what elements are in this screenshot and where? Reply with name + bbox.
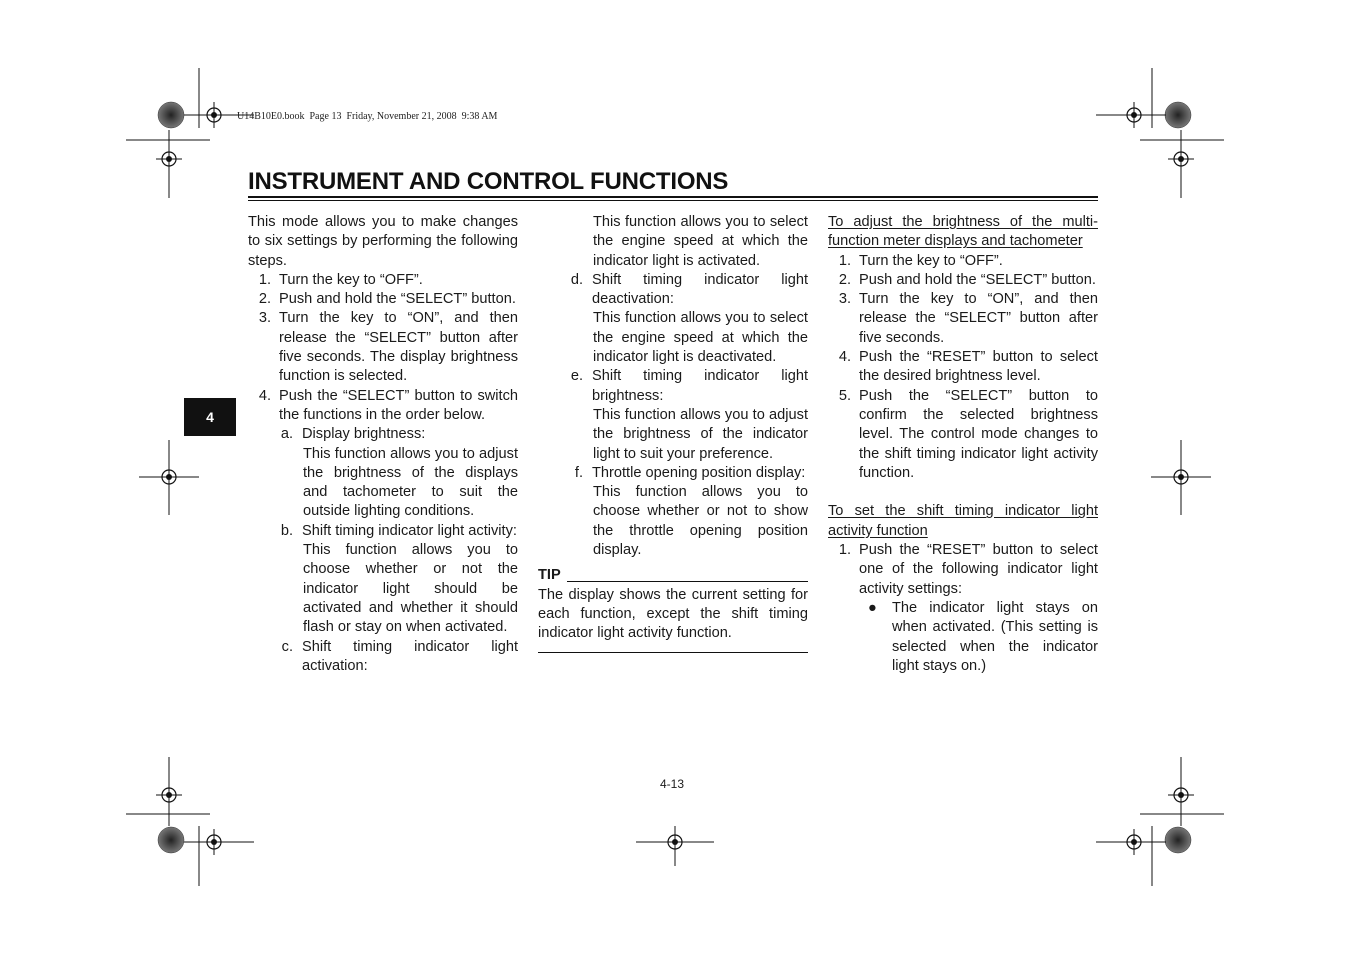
list-item: 2. Push and hold the “SELECT” button. (258, 291, 516, 308)
function-description: This function allows you to choose whether or not to show the throttle opening position display. (593, 484, 808, 559)
tip-rule (567, 581, 808, 582)
function-description: This function allows you to select the engine speed at which the indicator light is activated. (593, 214, 808, 269)
file-info: U14B10E0.book Page 13 Friday, November 21, 2008 9:38 AM (237, 111, 498, 122)
list-item: 3. Turn the key to “ON”, and then release the “SELECT” button after five seconds. The display brightness function is selected. (258, 310, 518, 385)
column-1 (248, 213, 518, 676)
function-description: This function allows you to choose whether or not the indicator light should be activated and whether it should flash or stay on when activated. (303, 542, 518, 636)
list-item: 4. Push the “RESET” button to select the desired brightness level. (838, 349, 1098, 385)
function-description: This function allows you to select the engine speed at which the indicator light is deactivated. (593, 310, 808, 366)
list-item: 1. Push the “RESET” button to select one of the following indicator light activity settings: (838, 542, 1098, 597)
sub-list-item: a. Display brightness: (280, 426, 426, 443)
star-target-top-left (158, 102, 184, 128)
star-target-bottom-right (1165, 827, 1191, 853)
list-item: 5. Push the “SELECT” button to confirm the selected brightness level. The control mode changes to the shift timing indicator light activity function. (838, 387, 1098, 481)
star-target-top-right (1165, 102, 1191, 128)
sub-list-item: d. Shift timing indicator light deactivation: (570, 271, 808, 308)
function-description: This function allows you to adjust the brightness of the displays and tachometer to suit the outside lighting conditions. (303, 445, 518, 520)
star-target-bottom-left (158, 827, 184, 853)
tip-box (538, 566, 808, 652)
chapter-tab: 4 (184, 398, 236, 436)
tip-text: The display shows the current setting for each function, except the shift timing indicator light activity function. (538, 586, 808, 653)
sub-list-item: b. Shift timing indicator light activity: (280, 522, 517, 539)
intro-paragraph: This mode allows you to make changes to six settings by performing the following steps. (248, 214, 518, 269)
function-description: This function allows you to adjust the brightness of the indicator light to suit your preference. (593, 406, 808, 462)
sub-list-item: f. Throttle opening position display: (574, 464, 806, 481)
list-item: 4. Push the “SELECT” button to switch the functions in the order below. (258, 387, 518, 423)
list-item: 2. Push and hold the “SELECT” button. (838, 271, 1096, 288)
list-item: 1. Turn the key to “OFF”. (258, 271, 423, 288)
sub-list-item: e. Shift timing indicator light brightness: (570, 368, 808, 404)
column-3 (828, 213, 1098, 676)
title-rule (248, 196, 1098, 198)
tip-label: TIP (538, 567, 561, 584)
section-heading-shift-timing: To set the shift timing indicator light activity function (828, 503, 1098, 539)
title-rule-thin (248, 200, 1098, 201)
section-heading-brightness: To adjust the brightness of the multi-function meter displays and tachometer (828, 214, 1098, 250)
list-item: 3. Turn the key to “ON”, and then release the “SELECT” button after five seconds. (838, 291, 1098, 346)
bullet-item: ● The indicator light stays on when activated. (This setting is selected when the indicator light stays on.) (828, 599, 1098, 676)
page-number: 4-13 (660, 777, 685, 791)
column-2 (538, 213, 808, 653)
page-title: INSTRUMENT AND CONTROL FUNCTIONS (248, 168, 729, 195)
bullet-icon: ● (868, 599, 877, 616)
list-item: 1. Turn the key to “OFF”. (838, 252, 1003, 269)
sub-list-item: c. Shift timing indicator light activation: (281, 638, 518, 674)
